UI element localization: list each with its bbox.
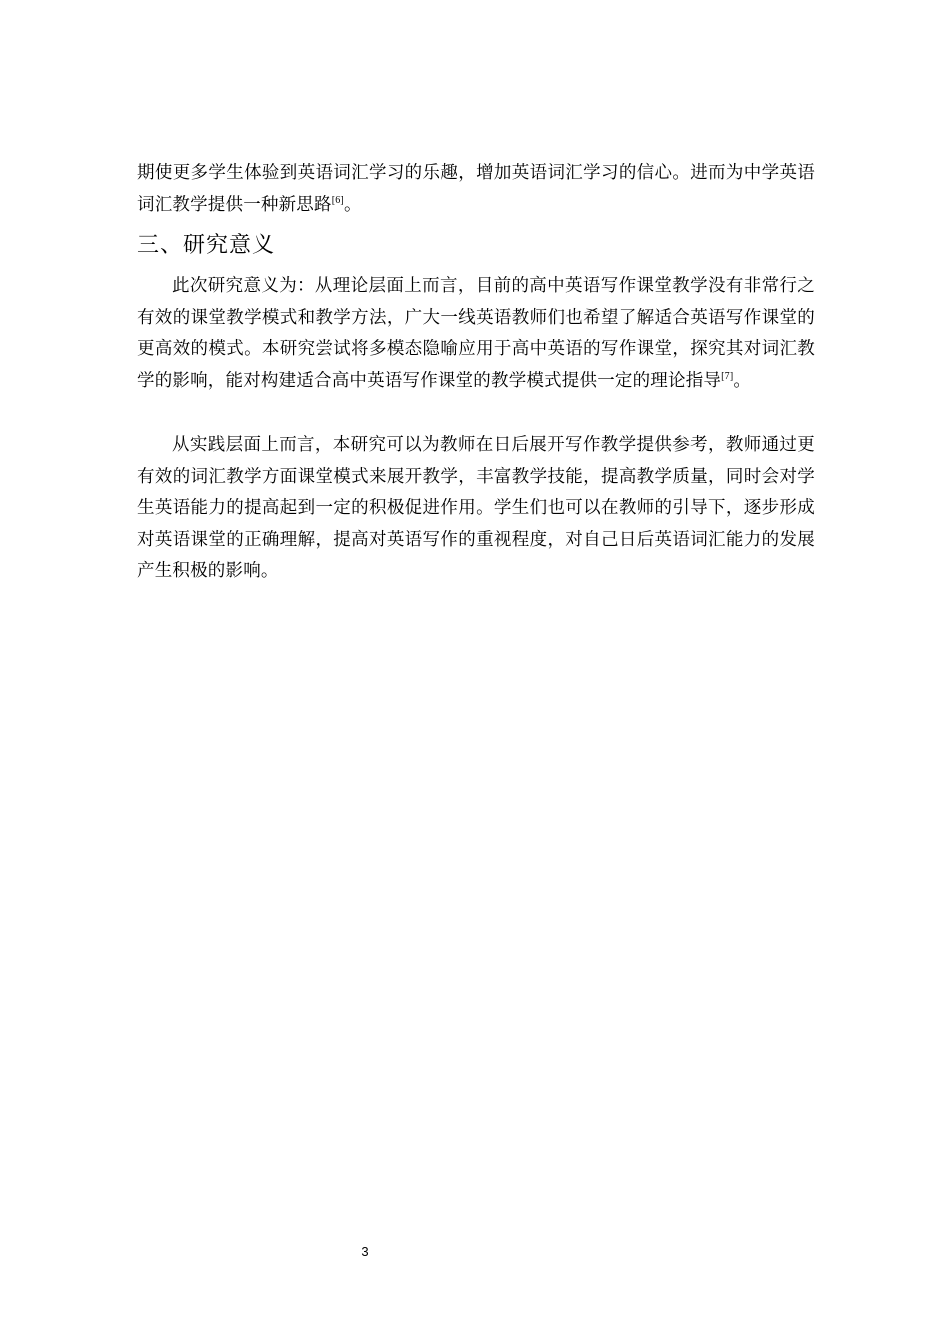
- paragraph-theory-text: 此次研究意义为：从理论层面上而言，目前的高中英语写作课堂教学没有非常行之有效的课堂教学模式和教学方法，广大一线英语教师们也希望了解适合英语写作课堂的更高效的模式。本研究尝试将多模态隐喻应用于高中英语的写作课堂，探究其对词汇教学的影响，能对构建适合高中英语写作课堂的教学模式提供一定的理论指导: [137, 276, 815, 391]
- paragraph-theory: [137, 271, 815, 397]
- page-number: [0, 1244, 730, 1259]
- section-heading: 三、研究意义: [137, 233, 276, 258]
- paragraph-practice-text: 从实践层面上而言，本研究可以为教师在日后展开写作教学提供参考，教师通过更有效的词汇教学方面课堂模式来展开教学，丰富教学技能，提高教学质量，同时会对学生英语能力的提高起到一定的积极促进作用。学生们也可以在教师的引导下，逐步形成对英语课堂的正确理解，提高对英语写作的重视程度，对自己日后英语词汇能力的发展产生积极的影响。: [137, 435, 815, 581]
- paragraph-practice: [137, 430, 815, 588]
- continuation-text: 期使更多学生体验到英语词汇学习的乐趣，增加英语词汇学习的信心。进而为中学英语词汇教学提供一种新思路: [137, 163, 815, 215]
- citation-7: [7]: [721, 370, 734, 382]
- page-number-value: 3: [361, 1244, 369, 1259]
- continuation-paragraph: [137, 158, 815, 221]
- paragraph-theory-end: 。: [733, 370, 752, 391]
- citation-6: [6]: [331, 194, 344, 206]
- continuation-end: 。: [343, 194, 362, 215]
